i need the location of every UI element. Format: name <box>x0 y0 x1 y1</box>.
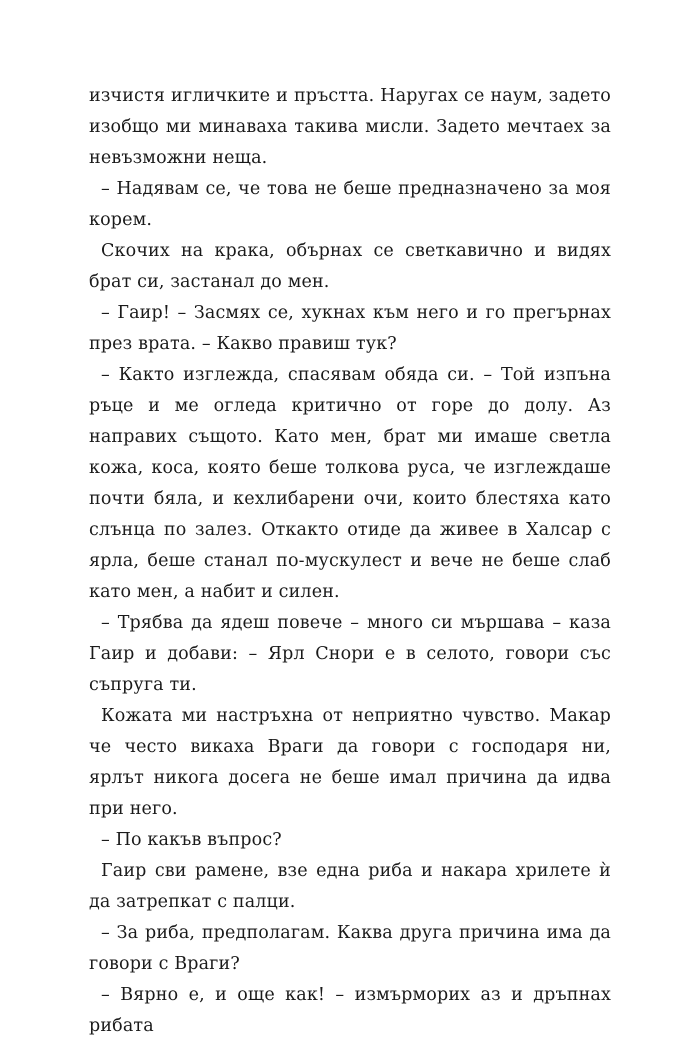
paragraph-8: – По какъв въпрос? <box>101 830 282 850</box>
paragraph-10: – За риба, предполагам. Каква друга причина има да говори с Враги? <box>89 923 611 974</box>
paragraph-5: – Както изглежда, спасявам обяда си. – Той изпъна ръце и ме огледа критично от горе до долу. Аз направих същото. Като мен, брат ми имаше светла кожа, коса, която беше толкова руса, че изглеждаше почти бяла, и кехлибарени очи, които блестяха като слънца по залез. Откакто отиде да живее в Халсар с ярла, беше станал по-мускулест и вече не беше слаб като мен, а набит и силен. <box>89 365 611 602</box>
paragraph-1: изчистя игличките и пръстта. Наругах се наум, задето изобщо ми минаваха такива мисли. Задето мечтаех за невъзможни неща. <box>89 86 611 168</box>
paragraph-7: Кожата ми настръхна от неприятно чувство. Макар че често викаха Враги да говори с господаря ни, ярлът никога досега не беше имал причина да идва при него. <box>89 706 611 819</box>
paragraph-9: Гаир сви рамене, взе една риба и накара хрилете ѝ да затрепкат с палци. <box>89 861 611 912</box>
paragraph-2: – Надявам се, че това не беше предназначено за моя корем. <box>89 179 611 230</box>
paragraph-11: – Вярно е, и още как! – измърморих аз и дръпнах рибата <box>89 985 611 1036</box>
paragraph-6: – Трябва да ядеш повече – много си мършава – каза Гаир и добави: – Ярл Снори е в селото, говори със съпруга ти. <box>89 613 611 695</box>
paragraph-3: Скочих на крака, обърнах се светкавично и видях брат си, застанал до мен. <box>89 241 611 292</box>
paragraph-4: – Гаир! – Засмях се, хукнах към него и го прегърнах през врата. – Какво правиш тук? <box>89 303 611 354</box>
page-text <box>89 81 611 1042</box>
